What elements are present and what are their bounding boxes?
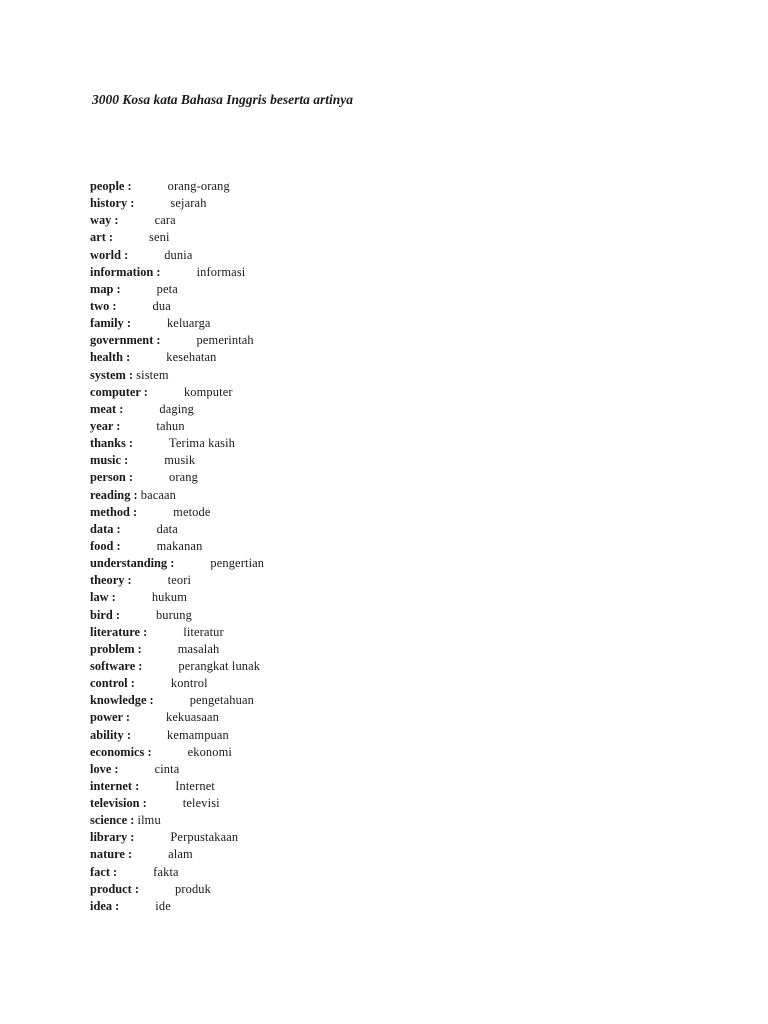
english-term: knowledge : (90, 693, 154, 708)
vocabulary-entry (90, 778, 264, 795)
vocabulary-entry (90, 658, 264, 675)
vocabulary-entry (90, 281, 264, 298)
indonesian-meaning: cara (154, 213, 176, 228)
indonesian-meaning: ilmu (137, 813, 161, 828)
vocabulary-entry (90, 367, 264, 384)
english-term: idea : (90, 898, 120, 913)
indonesian-meaning: informasi (196, 264, 246, 279)
vocabulary-entry (90, 349, 264, 366)
indonesian-meaning: ide (155, 898, 171, 913)
indonesian-meaning: burung (155, 607, 192, 622)
english-term: internet : (90, 778, 140, 793)
vocabulary-entry (90, 795, 264, 812)
indonesian-meaning: data (156, 521, 178, 536)
english-term: information : (90, 264, 161, 279)
indonesian-meaning: keluarga (166, 316, 211, 331)
vocabulary-entry (90, 607, 264, 624)
english-term: map : (90, 281, 121, 296)
english-term: art : (90, 230, 114, 245)
vocabulary-entry (90, 332, 264, 349)
english-term: television : (90, 796, 147, 811)
indonesian-meaning: produk (175, 881, 212, 896)
indonesian-meaning: musik (164, 453, 196, 468)
vocabulary-entry (90, 692, 264, 709)
indonesian-meaning: Perpustakaan (170, 830, 239, 845)
vocabulary-entry (90, 761, 264, 778)
indonesian-meaning: Terima kasih (169, 436, 236, 451)
english-term: control : (90, 676, 135, 691)
indonesian-meaning: kesehatan (166, 350, 217, 365)
english-term: thanks : (90, 436, 134, 451)
vocabulary-list (90, 178, 264, 915)
english-term: fact : (90, 864, 118, 879)
indonesian-meaning: teori (167, 573, 192, 588)
indonesian-meaning: pengertian (210, 556, 265, 571)
indonesian-meaning: dunia (164, 247, 193, 262)
indonesian-meaning: komputer (183, 384, 233, 399)
vocabulary-entry (90, 247, 264, 264)
indonesian-meaning: orang (169, 470, 198, 485)
indonesian-meaning: daging (159, 401, 194, 416)
english-term: computer : (90, 384, 148, 399)
english-term: year : (90, 418, 121, 433)
english-term: method : (90, 504, 138, 519)
indonesian-meaning: Internet (175, 778, 215, 793)
vocabulary-entry (90, 641, 264, 658)
indonesian-meaning: sejarah (170, 196, 207, 211)
vocabulary-entry (90, 452, 264, 469)
indonesian-meaning: tahun (156, 418, 185, 433)
english-term: family : (90, 316, 131, 331)
indonesian-meaning: sistem (136, 367, 169, 382)
indonesian-meaning: literatur (183, 624, 224, 639)
indonesian-meaning: makanan (156, 538, 203, 553)
vocabulary-entry (90, 846, 264, 863)
english-term: nature : (90, 847, 133, 862)
english-term: data : (90, 521, 121, 536)
vocabulary-entry (90, 195, 264, 212)
indonesian-meaning: fakta (153, 864, 179, 879)
vocabulary-entry (90, 624, 264, 641)
indonesian-meaning: pengetahuan (189, 693, 254, 708)
vocabulary-entry (90, 709, 264, 726)
vocabulary-entry (90, 829, 264, 846)
indonesian-meaning: kemampuan (166, 727, 229, 742)
vocabulary-entry (90, 264, 264, 281)
english-term: software : (90, 658, 143, 673)
vocabulary-entry (90, 384, 264, 401)
vocabulary-entry (90, 812, 264, 829)
english-term: system : (90, 367, 134, 382)
english-term: government : (90, 333, 161, 348)
english-term: music : (90, 453, 129, 468)
vocabulary-entry (90, 487, 264, 504)
indonesian-meaning: ekonomi (187, 744, 233, 759)
indonesian-meaning: dua (152, 298, 171, 313)
indonesian-meaning: alam (168, 847, 193, 862)
vocabulary-entry (90, 435, 264, 452)
vocabulary-entry (90, 675, 264, 692)
english-term: history : (90, 196, 135, 211)
vocabulary-entry (90, 521, 264, 538)
indonesian-meaning: cinta (154, 761, 180, 776)
vocabulary-entry (90, 589, 264, 606)
vocabulary-entry (90, 401, 264, 418)
vocabulary-entry (90, 881, 264, 898)
vocabulary-entry (90, 555, 264, 572)
vocabulary-entry (90, 212, 264, 229)
indonesian-meaning: televisi (182, 796, 220, 811)
vocabulary-entry (90, 178, 264, 195)
indonesian-meaning: kekuasaan (166, 710, 219, 725)
english-term: law : (90, 590, 116, 605)
document-title: 3000 Kosa kata Bahasa Inggris beserta artinya (92, 92, 354, 107)
vocabulary-entry (90, 469, 264, 486)
english-term: product : (90, 881, 139, 896)
vocabulary-entry (90, 418, 264, 435)
english-term: library : (90, 830, 135, 845)
vocabulary-entry (90, 538, 264, 555)
vocabulary-entry (90, 229, 264, 246)
indonesian-meaning: pemerintah (196, 333, 254, 348)
indonesian-meaning: masalah (177, 641, 220, 656)
english-term: reading : (90, 487, 138, 502)
indonesian-meaning: seni (149, 230, 170, 245)
indonesian-meaning: hukum (151, 590, 187, 605)
indonesian-meaning: kontrol (170, 676, 208, 691)
english-term: problem : (90, 641, 142, 656)
english-term: people : (90, 179, 132, 193)
english-term: world : (90, 247, 129, 262)
english-term: love : (90, 761, 119, 776)
english-term: economics : (90, 744, 152, 759)
english-term: power : (90, 710, 131, 725)
vocabulary-entry (90, 504, 264, 521)
english-term: ability : (90, 727, 131, 742)
vocabulary-entry (90, 572, 264, 589)
indonesian-meaning: peta (156, 281, 178, 296)
english-term: literature : (90, 624, 148, 639)
english-term: person : (90, 470, 134, 485)
vocabulary-entry (90, 864, 264, 881)
english-term: science : (90, 813, 135, 828)
english-term: bird : (90, 607, 120, 622)
english-term: two : (90, 298, 117, 313)
vocabulary-entry (90, 315, 264, 332)
vocabulary-entry (90, 298, 264, 315)
english-term: health : (90, 350, 131, 365)
vocabulary-entry (90, 744, 264, 761)
vocabulary-entry (90, 727, 264, 744)
indonesian-meaning: metode (173, 504, 211, 519)
english-term: theory : (90, 573, 132, 588)
english-term: meat : (90, 401, 124, 416)
english-term: food : (90, 538, 121, 553)
vocabulary-entry (90, 898, 264, 915)
indonesian-meaning: perangkat lunak (178, 658, 261, 673)
indonesian-meaning: bacaan (140, 487, 177, 502)
english-term: way : (90, 213, 119, 228)
english-term: understanding : (90, 556, 175, 571)
indonesian-meaning: orang-orang (167, 179, 230, 193)
